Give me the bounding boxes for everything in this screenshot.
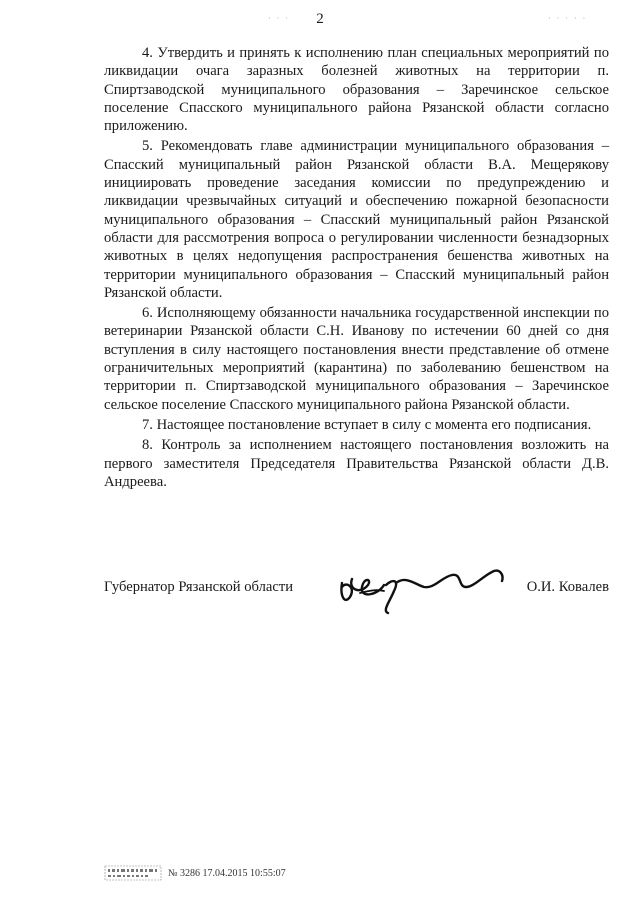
scan-artifact: · · ·: [268, 14, 290, 23]
document-body: [104, 44, 609, 493]
signature-block: [104, 565, 609, 615]
signer-position: Губернатор Рязанской области: [104, 579, 294, 595]
paragraph-7: 7. Настоящее постановление вступает в силу с момента его подписания.: [142, 416, 592, 433]
paragraph-4: 4. Утвердить и принять к исполнению план специальных мероприятий по ликвидации очага заразных болезней животных на территории п. Спиртзаводской муниципального образования – Заречинское сельское поселение Спасского муниципального района Рязанской области согласно приложению.: [104, 45, 609, 135]
registration-number: № 3286 17.04.2015 10:55:07: [168, 868, 286, 879]
paragraph-8: 8. Контроль за исполнением настоящего постановления возложить на первого заместителя Председателя Правительства Рязанской области Д.В. Андреева.: [104, 437, 609, 490]
signer-name: О.И. Ковалев: [526, 579, 609, 595]
registry-stamp-logo: [104, 864, 162, 882]
registration-footer: [104, 864, 324, 884]
paragraph-5: 5. Рекомендовать главе администрации муниципального образования – Спасский муниципальный район Рязанской области В.А. Мещерякову инициировать проведение заседания комиссии по предупреждению и ликвидации чрезвычайных ситуаций и обеспечению пожарной безопасности муниципального образования – Спасский муниципальный район Рязанской области для рассмотрения вопроса о регулировании численности безнадзорных животных в целях недопущения распространения бешенства животных на территории муниципального образования – Спасский муниципальный район Рязанской области.: [104, 138, 609, 301]
handwritten-signature: [334, 565, 514, 615]
paragraph-6: 6. Исполняющему обязанности начальника государственной инспекции по ветеринарии Рязанской области С.Н. Иванову по истечении 60 дней со дня вступления в силу настоящего постановления внести представление об отмене ограничительных мероприятий (карантина) по заболеванию бешенством на территории п. Спиртзаводской муниципального образования – Заречинское сельское поселение Спасского муниципального района Рязанской области.: [104, 305, 609, 413]
page-number: 2: [316, 11, 324, 27]
scan-artifact: · · · · ·: [548, 14, 588, 23]
